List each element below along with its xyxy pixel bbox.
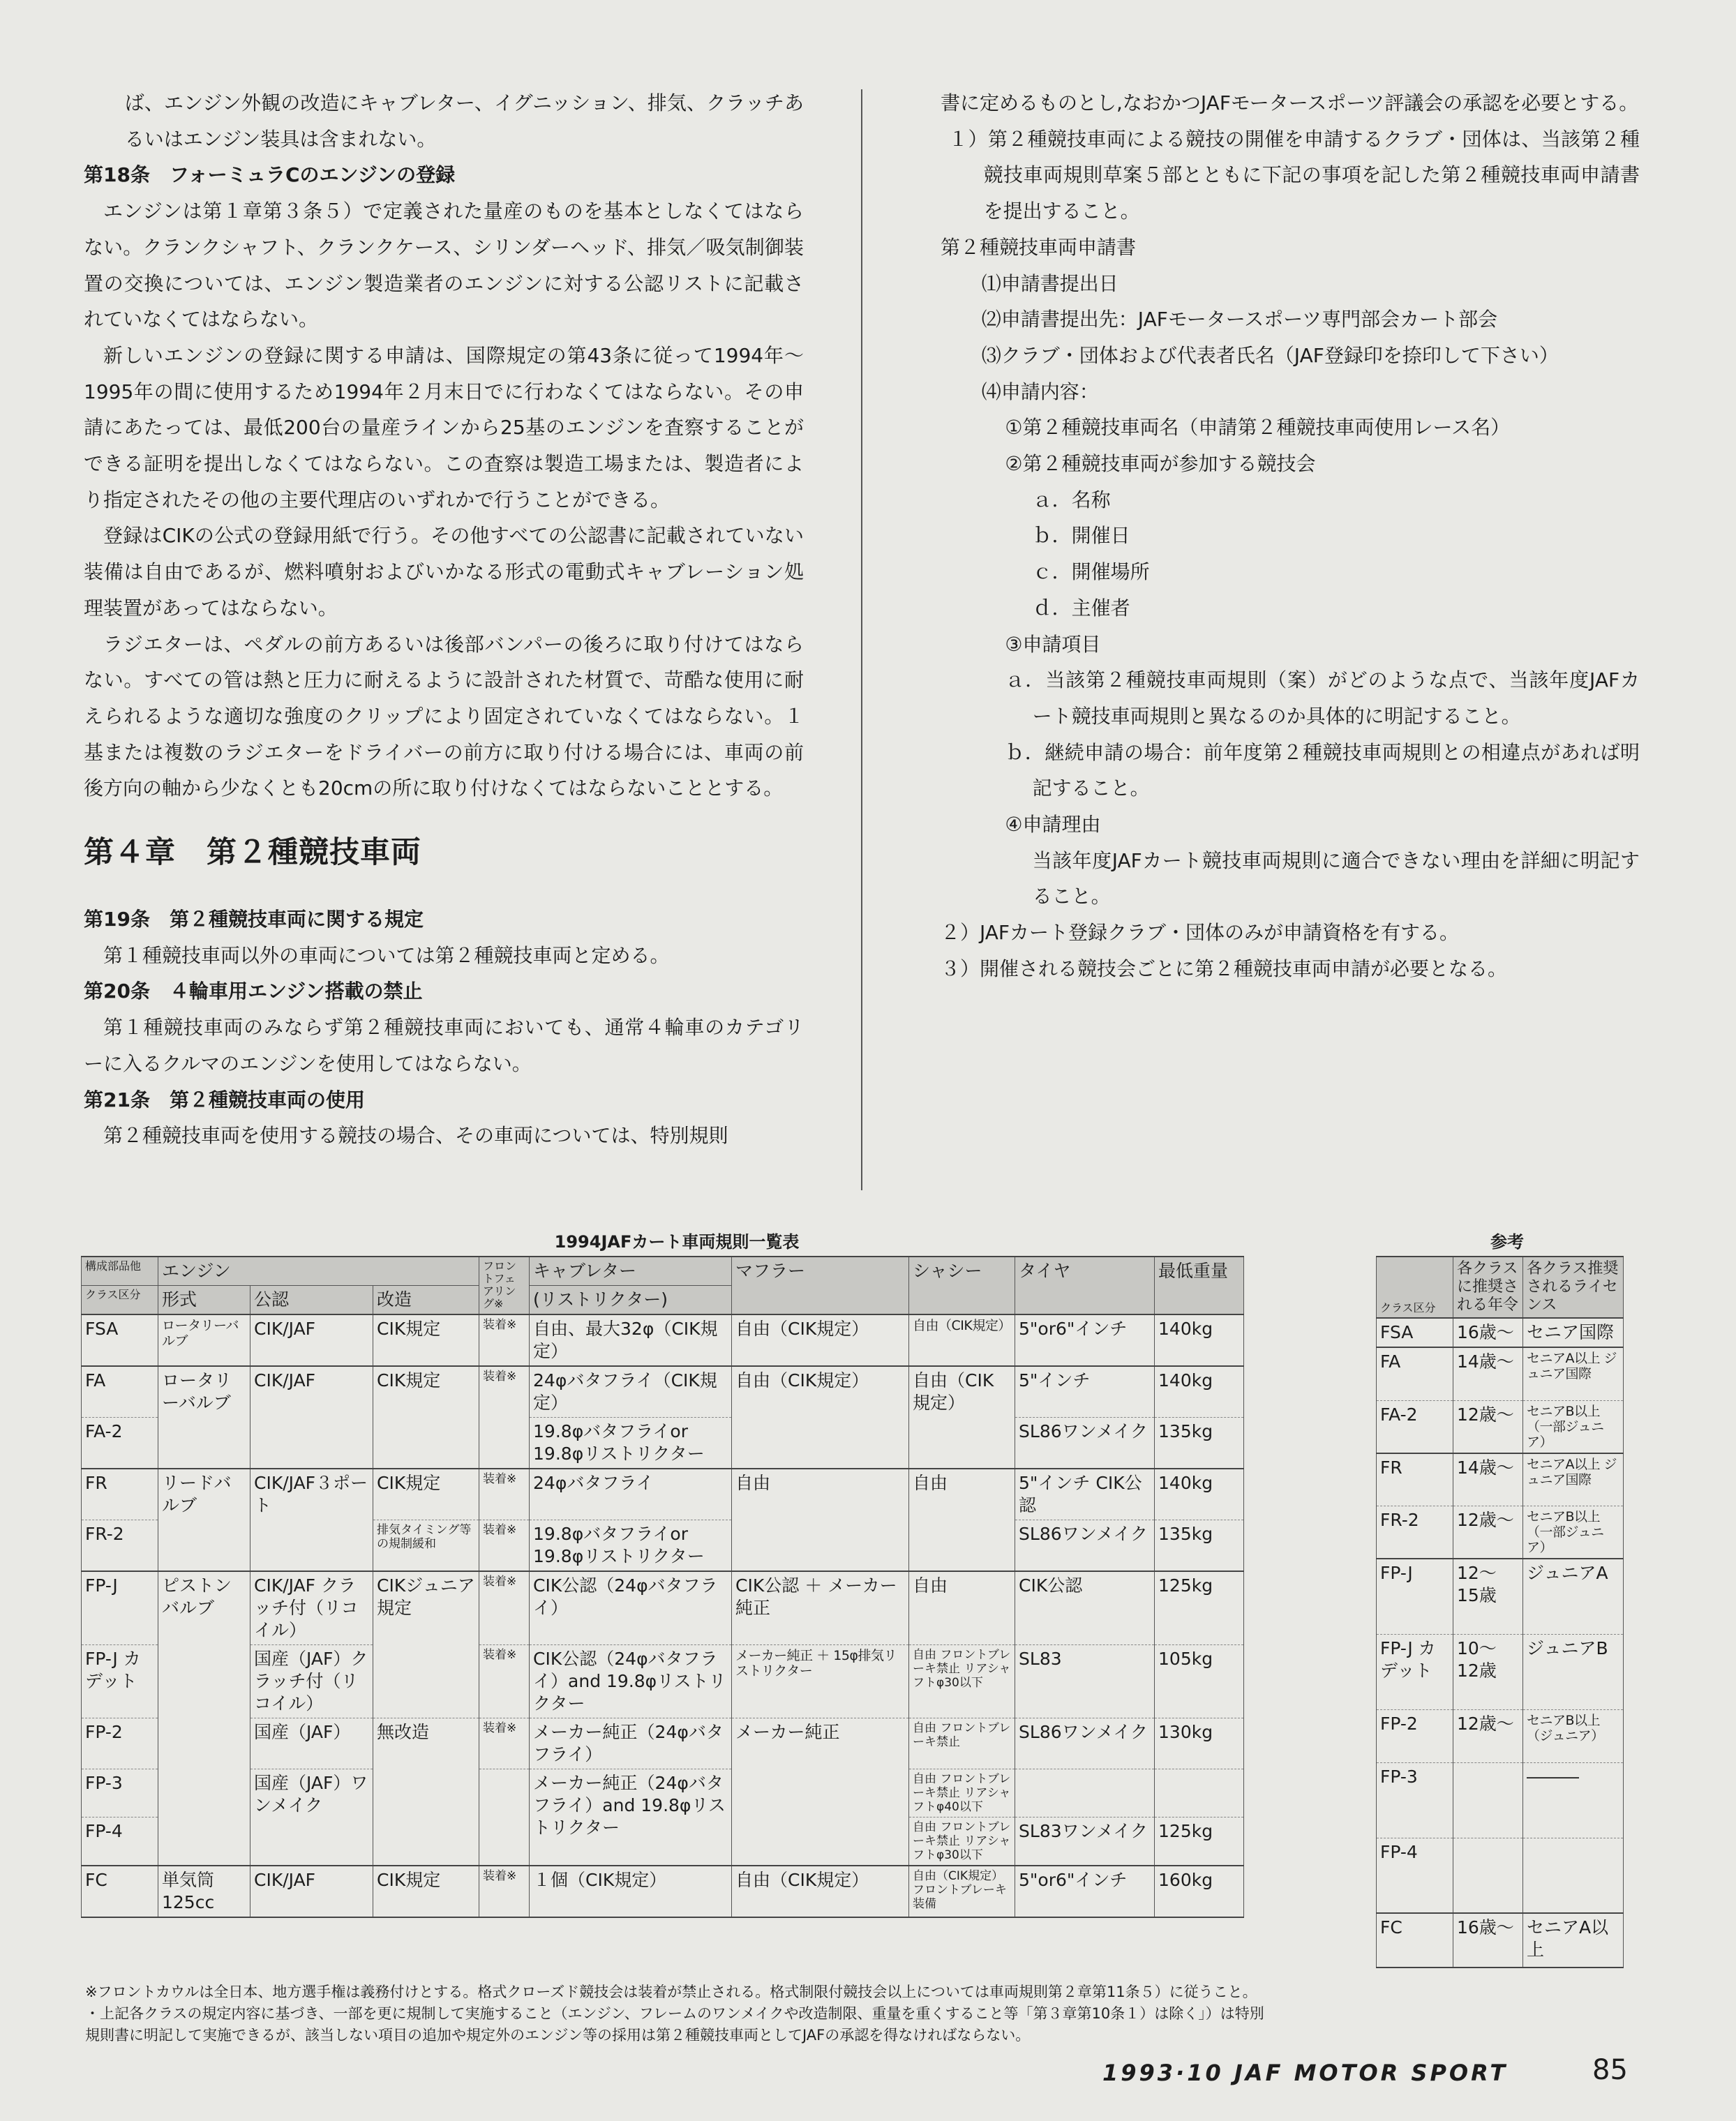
article-19-title: 第19条 第２種競技車両に関する規定	[84, 908, 424, 931]
article-20-paragraph: 第１種競技車両のみならず第２種競技車両においても、通常４輪車のカテゴリーに入るクルマのエンジンを使用してはならない。	[84, 1016, 804, 1075]
cell-approval: 国産（JAF）	[250, 1718, 373, 1769]
cell-class: FR	[82, 1469, 158, 1520]
right-column	[941, 85, 1640, 987]
ref-cell-class: FP-4	[1377, 1838, 1453, 1913]
cell-chassis: 自由 フロントブレーキ禁止	[909, 1718, 1015, 1769]
cell-weight: 135kg	[1155, 1520, 1244, 1572]
cell-chassis: 自由 フロントブレーキ禁止 リアシャフトφ40以下	[909, 1769, 1015, 1818]
ref-cell-license: ジュニアB	[1523, 1634, 1624, 1709]
cell-approval: 国産（JAF）ワンメイク	[250, 1769, 373, 1866]
cell-chassis: 自由（CIK規定）	[909, 1314, 1015, 1366]
ref-header-class: クラス区分	[1377, 1257, 1453, 1318]
cell-class: FC	[82, 1866, 158, 1917]
ref-cell-age: 16歳〜	[1453, 1913, 1523, 1968]
ref-cell-age: 14歳〜	[1453, 1347, 1523, 1400]
cell-approval: CIK/JAF	[250, 1866, 373, 1917]
cell-tire: SL86ワンメイク	[1015, 1718, 1155, 1769]
cell-front-fairing: 装着※	[479, 1718, 530, 1769]
ref-cell-age: 12歳〜	[1453, 1506, 1523, 1559]
content-sub-c: ｃ．開催場所	[1032, 560, 1150, 584]
ref-cell-license: セニアA以上 ジュニア国際	[1523, 1453, 1624, 1506]
cell-front-fairing: 装着※	[479, 1645, 530, 1718]
cell-class: FP-4	[82, 1818, 158, 1866]
cell-muffler: 自由	[732, 1469, 909, 1571]
cell-chassis: 自由	[909, 1571, 1015, 1645]
footnote-3: 規則書に明記して実施できるが、該当しない項目の追加や規定外のエンジン等の採用は第２種競技車両としてJAFの承認を得なければならない。	[85, 2027, 1031, 2044]
ref-cell-class: FP-J	[1377, 1559, 1453, 1634]
cell-class: FSA	[82, 1314, 158, 1366]
cell-class: FP-J カデット	[82, 1645, 158, 1718]
table-row	[82, 1718, 1244, 1769]
cell-approval: 国産（JAF）クラッチ付（リコイル）	[250, 1645, 373, 1718]
cell-class: FA-2	[82, 1418, 158, 1469]
cell-class: FP-2	[82, 1718, 158, 1769]
header-component: 構成部品他	[82, 1257, 158, 1286]
ref-cell-license: ジュニアA	[1523, 1559, 1624, 1634]
ref-cell-class: FP-J カデット	[1377, 1634, 1453, 1709]
cell-weight: 130kg	[1155, 1718, 1244, 1769]
ref-cell-license	[1523, 1838, 1624, 1913]
cell-class: FP-J	[82, 1571, 158, 1645]
ref-cell-license: セニア国際	[1523, 1318, 1624, 1347]
cell-weight: 105kg	[1155, 1645, 1244, 1718]
article-18-title: 第18条 フォーミュラCのエンジンの登録	[84, 163, 456, 187]
cell-tire: SL86ワンメイク	[1015, 1418, 1155, 1469]
header-chassis: シャシー	[909, 1257, 1015, 1314]
ref-cell-class: FP-2	[1377, 1709, 1453, 1762]
cell-type: 単気筒 125cc	[158, 1866, 250, 1917]
table-row	[1377, 1634, 1624, 1709]
cell-front-fairing: 装着※	[479, 1571, 530, 1645]
cell-carburetor: CIK公認（24φバタフライ）and 19.8φリストリクター	[530, 1645, 732, 1718]
cell-carburetor: 19.8φバタフライor 19.8φリストリクター	[530, 1418, 732, 1469]
table-row	[82, 1469, 1244, 1520]
ref-cell-license: セニアB以上（一部ジュニア）	[1523, 1506, 1624, 1559]
footnote-1: ※フロントカウルは全日本、地方選手権は義務付けとする。格式クローズド競技会は装着が禁止される。格式制限付競技会以上については車両規則第２章第11条５）に従うこと。	[85, 1984, 1257, 2000]
table-row	[82, 1571, 1244, 1645]
table-row	[1377, 1913, 1624, 1968]
table-row	[1377, 1709, 1624, 1762]
cell-weight: 160kg	[1155, 1866, 1244, 1917]
left-column	[84, 85, 804, 1154]
cell-class: FA	[82, 1366, 158, 1418]
cell-muffler: 自由（CIK規定）	[732, 1366, 909, 1469]
table-row	[1377, 1559, 1624, 1634]
cell-weight: 140kg	[1155, 1366, 1244, 1418]
article-21-paragraph: 第２種競技車両を使用する競技の場合、その車両については、特別規則	[103, 1124, 728, 1148]
continuation-paragraph: ば、エンジン外観の改造にキャブレター、イグニッション、排気、クラッチあるいはエンジン装具は含まれない。	[124, 91, 804, 151]
cell-tire: 5"インチ	[1015, 1366, 1155, 1418]
ref-cell-license: セニアA以上 ジュニア国際	[1523, 1347, 1624, 1400]
content-item-3: ③申請項目	[1005, 632, 1101, 656]
cell-tire: 5"or6"インチ	[1015, 1866, 1155, 1917]
cell-type: ロータリーバルブ	[158, 1314, 250, 1366]
table-row	[1377, 1318, 1624, 1347]
article-19-paragraph: 第１種競技車両以外の車両については第２種競技車両と定める。	[103, 943, 670, 967]
table-row	[1377, 1762, 1624, 1838]
header-front-fairing: フロントフェアリング※	[479, 1257, 530, 1314]
ref-header-age: 各クラスに推奨される年令	[1453, 1257, 1523, 1318]
form-title: 第２種競技車両申請書	[941, 235, 1137, 259]
cell-chassis: 自由（CIK規定）フロントブレーキ装備	[909, 1866, 1015, 1917]
header-carburetor: キャブレター	[530, 1257, 732, 1286]
ref-cell-license: セニアA以上	[1523, 1913, 1624, 1968]
cell-front-fairing: 装着※	[479, 1469, 530, 1520]
table-row	[82, 1366, 1244, 1418]
cell-type: リードバルブ	[158, 1469, 250, 1571]
form-field-3: ⑶クラブ・団体および代表者氏名（JAF登録印を捺印して下さい）	[981, 343, 1559, 367]
table-row	[82, 1645, 1244, 1718]
header-restrictor: (リストリクター)	[530, 1286, 732, 1315]
ref-cell-age: 12〜 15歳	[1453, 1559, 1523, 1634]
table-row	[1377, 1347, 1624, 1400]
cell-carburetor: 24φバタフライ（CIK規定）	[530, 1366, 732, 1418]
content-item-4: ④申請理由	[1005, 813, 1101, 837]
cell-modification: CIK規定	[373, 1314, 479, 1366]
ref-cell-age: 12歳〜	[1453, 1709, 1523, 1762]
cell-muffler: メーカー純正	[732, 1718, 909, 1866]
form-field-4: ⑷申請内容：	[981, 380, 1099, 403]
reference-table-title: 参考	[1490, 1232, 1524, 1252]
header-tire: タイヤ	[1015, 1257, 1155, 1314]
table-row	[1377, 1506, 1624, 1559]
cell-approval: CIK/JAF クラッチ付（リコイル）	[250, 1571, 373, 1645]
cell-chassis: 自由（CIK規定）	[909, 1366, 1015, 1469]
ref-cell-class: FA-2	[1377, 1400, 1453, 1453]
table-row	[1377, 1400, 1624, 1453]
cell-modification: CIK規定	[373, 1469, 479, 1520]
article-18-paragraph-1: エンジンは第１章第３条５）で定義された量産のものを基本としなくてはならない。クランクシャフト、クランクケース、シリンダーヘッド、排気／吸気制御装置の交換については、エンジン製造業者のエンジンに対する公認リストに記載されていなくてはならない。	[84, 200, 804, 331]
cell-type: ピストンバルブ	[158, 1571, 250, 1866]
table-row	[82, 1769, 1244, 1818]
cell-carburetor: 自由、最大32φ（CIK規定）	[530, 1314, 732, 1366]
footnotes	[85, 1981, 1425, 2046]
header-engine: エンジン	[158, 1257, 479, 1286]
cell-modification: 無改造	[373, 1718, 479, 1866]
cell-tire: CIK公認	[1015, 1571, 1155, 1645]
table-title: 1994JAFカート車両規則一覧表	[554, 1232, 800, 1252]
ref-cell-age	[1453, 1762, 1523, 1838]
cell-type: ロータリーバルブ	[158, 1366, 250, 1469]
header-type: 形式	[158, 1286, 250, 1315]
form-field-1: ⑴申請書提出日	[981, 271, 1118, 295]
cell-muffler: CIK公認 ＋ メーカー純正	[732, 1571, 909, 1645]
cell-chassis: 自由	[909, 1469, 1015, 1571]
page-number: 85	[1592, 2054, 1628, 2086]
ref-cell-class: FR-2	[1377, 1506, 1453, 1559]
cell-carburetor: CIK公認（24φバタフライ）	[530, 1571, 732, 1645]
cell-approval: CIK/JAF３ポート	[250, 1469, 373, 1571]
content-item-4-text: 当該年度JAFカート競技車両規則に適合できない理由を詳細に明記すること。	[1032, 848, 1640, 908]
cell-modification: CIKジュニア規定	[373, 1571, 479, 1718]
cell-chassis: 自由 フロントブレーキ禁止 リアシャフトφ30以下	[909, 1645, 1015, 1718]
content-sub-d: ｄ．主催者	[1032, 596, 1130, 620]
header-approval: 公認	[250, 1286, 373, 1315]
ref-cell-age: 12歳〜	[1453, 1400, 1523, 1453]
cell-carburetor: １個（CIK規定）	[530, 1866, 732, 1917]
content-item-2: ②第２種競技車両が参加する競技会	[1005, 452, 1316, 476]
content-sub-3b: ｂ．継続申請の場合：前年度第２種競技車両規則との相違点があれば明記すること。	[1005, 740, 1640, 800]
ref-cell-age: 10〜 12歳	[1453, 1634, 1523, 1709]
ref-cell-age: 14歳〜	[1453, 1453, 1523, 1506]
cell-tire: 5"or6"インチ	[1015, 1314, 1155, 1366]
cell-carburetor: 19.8φバタフライor 19.8φリストリクター	[530, 1520, 732, 1572]
cell-approval: CIK/JAF	[250, 1314, 373, 1366]
cell-front-fairing	[479, 1769, 530, 1866]
header-muffler: マフラー	[732, 1257, 909, 1314]
cell-muffler: メーカー純正 ＋ 15φ排気リストリクター	[732, 1645, 909, 1718]
content-item-1: ①第２種競技車両名（申請第２種競技車両使用レース名）	[1005, 416, 1511, 440]
cell-weight: 140kg	[1155, 1314, 1244, 1366]
table-row	[1377, 1453, 1624, 1506]
article-20-title: 第20条 ４輪車用エンジン搭載の禁止	[84, 980, 423, 1003]
chapter-heading: 第４章 第２種競技車両	[84, 835, 421, 871]
cell-front-fairing: 装着※	[479, 1520, 530, 1572]
cell-class: FP-3	[82, 1769, 158, 1818]
cell-approval: CIK/JAF	[250, 1366, 373, 1469]
ref-cell-class: FP-3	[1377, 1762, 1453, 1838]
content-sub-3a: ａ．当該第２種競技車両規則（案）がどのような点で、当該年度JAFカート競技車両規則と異なるのか具体的に明記すること。	[1005, 668, 1640, 728]
magazine-footer: 1993·10 JAF MOTOR SPORT	[1102, 2060, 1509, 2086]
article-18-paragraph-4: ラジエターは、ペダルの前方あるいは後部バンパーの後ろに取り付けてはならない。すべての管は熱と圧力に耐えるように設計された材質で、苛酷な使用に耐えられるような適切な強度のクリップにより固定されていなくてはならない。１基または複数のラジエターをドライバーの前方に取り付ける場合には、車両の前後方向の軸から少なくとも20cmの所に取り付けなくてはならないこととする。	[84, 632, 804, 800]
continuation-paragraph: 書に定めるものとし,なおかつJAFモータースポーツ評議会の承認を必要とする。	[941, 91, 1639, 114]
ref-cell-class: FSA	[1377, 1318, 1453, 1347]
header-weight: 最低重量	[1155, 1257, 1244, 1314]
cell-weight: 125kg	[1155, 1571, 1244, 1645]
cell-carburetor: メーカー純正（24φバタフライ）and 19.8φリストリクター	[530, 1769, 732, 1866]
ref-cell-class: FC	[1377, 1913, 1453, 1968]
content-sub-b: ｂ．開催日	[1032, 524, 1130, 548]
cell-tire: 5"インチ CIK公認	[1015, 1469, 1155, 1520]
footnote-2: ・上記各クラスの規定内容に基づき、一部を更に規制して実施すること（エンジン、フレームのワンメイクや改造制限、重量を重くすること等「第３章第10条１）は除く」）は特別	[85, 2005, 1264, 2022]
cell-chassis: 自由 フロントブレーキ禁止 リアシャフトφ30以下	[909, 1818, 1015, 1866]
list-item-2: ２）JAFカート登録クラブ・団体のみが申請資格を有する。	[941, 921, 1460, 945]
ref-cell-age	[1453, 1838, 1523, 1913]
cell-weight: 135kg	[1155, 1418, 1244, 1469]
cell-front-fairing: 装着※	[479, 1866, 530, 1917]
ref-header-license: 各クラス推奨されるライセンス	[1523, 1257, 1624, 1318]
cell-front-fairing: 装着※	[479, 1314, 530, 1366]
cell-carburetor: 24φバタフライ	[530, 1469, 732, 1520]
reference-table	[1376, 1256, 1624, 1968]
cell-tire: SL83	[1015, 1645, 1155, 1718]
article-18-paragraph-2: 新しいエンジンの登録に関する申請は、国際規定の第43条に従って1994年〜1995年の間に使用するため1994年２月末日でに行わなくてはならない。その申請にあたっては、最低200台の量産ラインから25基のエンジンを査察することができる証明を提出しなくてはならない。この査察は製造工場または、製造者により指定されたその他の主要代理店のいずれかで行うことができる。	[84, 343, 804, 511]
list-item-3: ３）開催される競技会ごとに第２種競技車両申請が必要となる。	[941, 957, 1508, 980]
header-class: クラス区分	[82, 1286, 158, 1315]
cell-weight: 125kg	[1155, 1818, 1244, 1866]
table-row	[82, 1866, 1244, 1917]
ref-cell-license: セニアB以上（一部ジュニア）	[1523, 1400, 1624, 1453]
article-18-paragraph-3: 登録はCIKの公式の登録用紙で行う。その他すべての公認書に記載されていない装備は自由であるが、燃料噴射およびいかなる形式の電動式キャブレーション処理装置があってはならない。	[84, 524, 804, 620]
cell-weight: 140kg	[1155, 1469, 1244, 1520]
article-21-title: 第21条 第２種競技車両の使用	[84, 1088, 365, 1111]
ref-cell-age: 16歳〜	[1453, 1318, 1523, 1347]
cell-tire	[1015, 1769, 1155, 1818]
cell-tire: SL83ワンメイク	[1015, 1818, 1155, 1866]
header-modification: 改造	[373, 1286, 479, 1315]
cell-modification: CIK規定	[373, 1866, 479, 1917]
cell-weight	[1155, 1769, 1244, 1818]
form-field-2: ⑵申請書提出先：JAFモータースポーツ専門部会カート部会	[981, 308, 1498, 331]
content-sub-a: ａ．名称	[1032, 488, 1111, 511]
ref-cell-class: FR	[1377, 1453, 1453, 1506]
table-row	[1377, 1838, 1624, 1913]
table-row	[82, 1314, 1244, 1366]
ref-cell-class: FA	[1377, 1347, 1453, 1400]
list-item-1: １）第２種競技車両による競技の開催を申請するクラブ・団体は、当該第２種競技車両規則草案５部とともに下記の事項を記した第２種競技車両申請書を提出すること。	[948, 127, 1640, 223]
ref-cell-license: セニアB以上（ジュニア）	[1523, 1709, 1624, 1762]
cell-carburetor: メーカー純正（24φバタフライ）	[530, 1718, 732, 1769]
cell-class: FR-2	[82, 1520, 158, 1572]
column-divider	[861, 89, 862, 1190]
cell-muffler: 自由（CIK規定）	[732, 1314, 909, 1366]
cell-modification: 排気タイミング等の規制緩和	[373, 1520, 479, 1572]
cell-front-fairing: 装着※	[479, 1366, 530, 1469]
cell-tire: SL86ワンメイク	[1015, 1520, 1155, 1572]
regulation-table	[81, 1256, 1244, 1918]
ref-cell-license: ―――	[1523, 1762, 1624, 1838]
cell-modification: CIK規定	[373, 1366, 479, 1469]
cell-muffler: 自由（CIK規定）	[732, 1866, 909, 1917]
